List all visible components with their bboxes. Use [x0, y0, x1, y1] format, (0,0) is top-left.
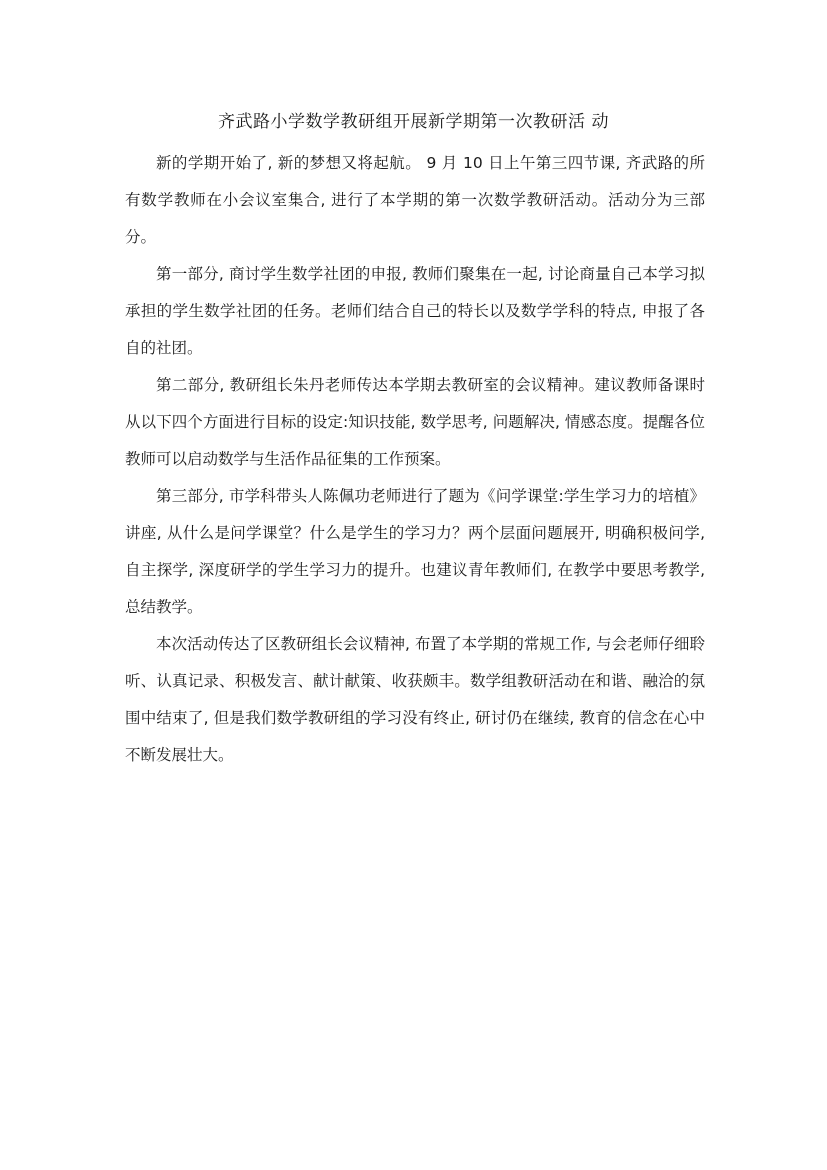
paragraph-part-two: 第二部分, 教研组长朱丹老师传达本学期去教研室的会议精神。建议教师备课时从以下四个方面进行目标的设定:知识技能, 数学思考, 问题解决, 情感态度。提醒各位教师可以启动数学与生活作品征集的工作预案。 — [125, 376, 705, 468]
paragraph-part-three: 第三部分, 市学科带头人陈佩功老师进行了题为《问学课堂:学生学习力的培植》讲座, 从什么是问学课堂？什么是学生的学习力？两个层面问题展开, 明确积极问学, 自主探学, 深度研学的学生学习力的提升。也建议青年教师们, 在教学中要思考教学, 总结教学。 — [125, 487, 705, 616]
document-body — [125, 145, 705, 774]
paragraph-conclusion: 本次活动传达了区教研组长会议精神, 布置了本学期的常规工作, 与会老师仔细聆听、认真记录、积极发言、献计献策、收获颇丰。数学组教研活动在和谐、融洽的氛围中结束了, 但是我们数学教研组的学习没有终止, 研讨仍在继续, 教育的信念在心中不断发展壮大。 — [125, 635, 705, 764]
document-title: 齐武路小学数学教研组开展新学期第一次教研活 动 — [218, 112, 609, 132]
paragraph-intro: 新的学期开始了, 新的梦想又将起航。 9 月 10 日上午第三四节课, 齐武路的所有数学教师在小会议室集合, 进行了本学期的第一次数学教研活动。活动分为三部分。 — [125, 154, 705, 246]
paragraph-part-one: 第一部分, 商讨学生数学社团的申报, 教师们聚集在一起, 讨论商量自己本学习拟承担的学生数学社团的任务。老师们结合自己的特长以及数学学科的特点, 申报了各自的社团。 — [125, 265, 705, 357]
